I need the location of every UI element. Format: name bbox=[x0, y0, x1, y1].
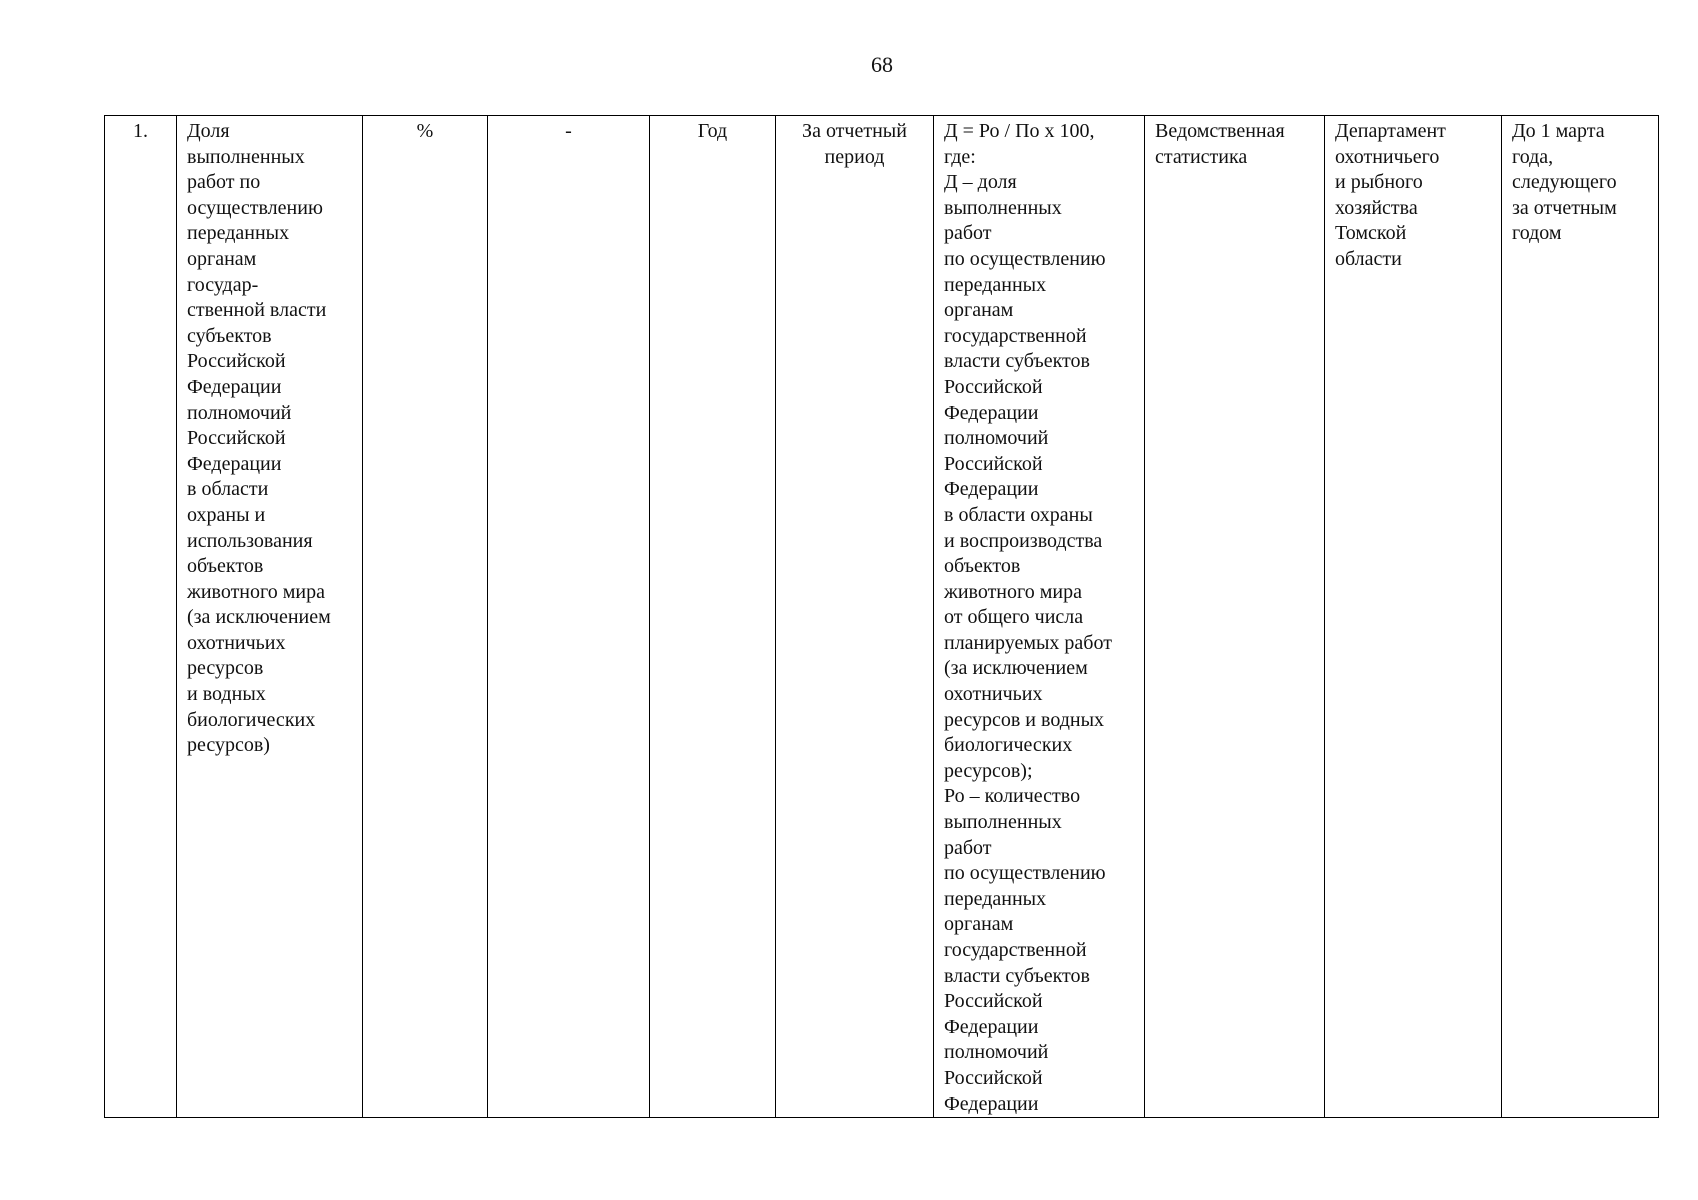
table-row bbox=[105, 116, 1659, 1118]
page-number: 68 bbox=[871, 52, 893, 77]
dash-cell: - bbox=[488, 116, 650, 1118]
period-cell: За отчетный период bbox=[776, 116, 934, 1118]
source-cell: Ведомственная статистика bbox=[1145, 116, 1325, 1118]
deadline-cell: До 1 марта года, следующего за отчетным годом bbox=[1502, 116, 1659, 1118]
row-number-cell: 1. bbox=[105, 116, 177, 1118]
responsible-cell: Департамент охотничьего и рыбного хозяйства Томской области bbox=[1325, 116, 1502, 1118]
formula-cell: Д = Ро / По х 100, где: Д – доля выполненных работ по осуществлению переданных органам государственной власти субъектов Российской Федерации полномочий Российской Федерации в области охраны и воспроизводства объектов животного мира от общего числа планируемых работ (за исключением охотничьих ресурсов и водных биологических ресурсов); Ро – количество выполненных работ по осуществлению переданных органам государственной власти субъектов Российской Федерации полномочий Российской Федерации bbox=[934, 116, 1145, 1118]
periodicity-cell: Год bbox=[650, 116, 776, 1118]
indicator-table bbox=[104, 115, 1659, 1118]
unit-cell: % bbox=[363, 116, 488, 1118]
indicator-name-cell: Доля выполненных работ по осуществлению переданных органам государ- ственной власти субъектов Российской Федерации полномочий Российской Федерации в области охраны и использования объектов животного мира (за исключением охотничьих ресурсов и водных биологических ресурсов) bbox=[177, 116, 363, 1118]
